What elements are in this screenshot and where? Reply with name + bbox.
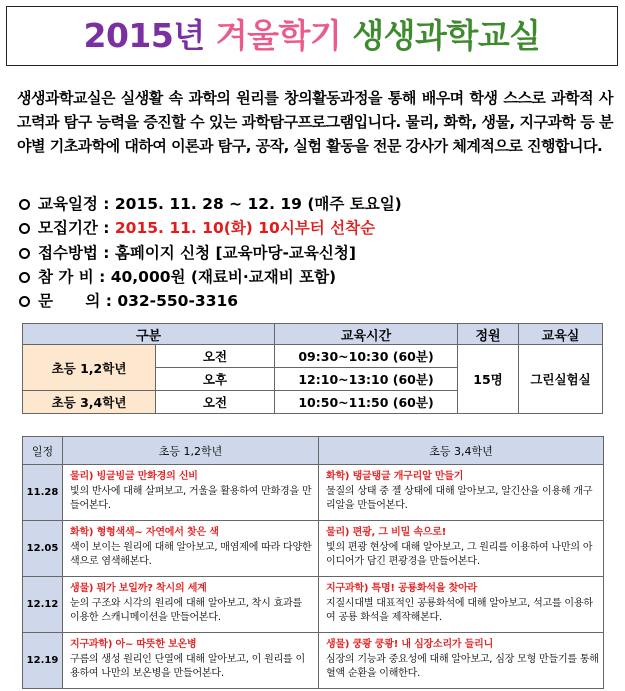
info-schedule: 교육일정 : 2015. 11. 28 ~ 12. 19 (매주 토요일) [19,192,402,216]
info-contact: 문 의 : 032-550-3316 [19,289,402,313]
intro-paragraph: 생생과학교실은 실생활 속 과학의 원리를 창의활동과정을 통해 배우며 학생 스스로 과학적 사고력과 탐구 능력을 증진할 수 있는 과학탐구프로그램입니다. 물리, 화학, 생물, 지구과학 등 분야별 기초과학에 대하여 이론과 탐구, 공작, 실험 활동을 전문 강사가 체계적으로 진행합니다. [17,89,613,155]
lesson-title: 물리) 편광, 그 비밀 속으로! [326,527,447,539]
circle-bullet-icon [19,248,30,259]
capacity: 15명 [458,345,519,414]
col-header-time: 교육시간 [275,324,458,345]
lesson-title: 물리) 빙글빙글 만화경의 신비 [70,471,198,483]
title-year: 2015년 [83,16,205,55]
info-recruit-period: 모집기간 : 2015. 11. 10(화) 10시부터 선착순 [19,216,402,240]
col-header-room: 교육실 [519,324,603,345]
lesson-desc: 빛의 반사에 대해 살펴보고, 거울을 활용하여 만화경을 만들어본다. [70,485,312,512]
col-header-date: 일정 [23,437,63,465]
lesson-cell [319,521,604,577]
lesson-desc: 빛의 편광 현상에 대해 알아보고, 그 원리를 이용하여 나만의 아이디어가 담긴 편광경을 만들어본다. [326,541,593,568]
session-date: 12.05 [23,521,63,577]
lesson-cell [63,633,319,689]
schedule-table [22,323,603,414]
table-row [23,465,604,521]
info-fee: 참 가 비 : 40,000원 (재료비·교재비 포함) [19,265,402,289]
col-header-capacity: 정원 [458,324,519,345]
session-date: 12.12 [23,577,63,633]
lesson-desc: 물질의 상태 중 젤 상태에 대해 알아보고, 알긴산을 이용해 개구리알을 만들어본다. [326,485,593,512]
time: 10:50~11:50 (60분) [275,391,458,414]
lesson-title: 생물) 뭐가 보일까? 착시의 세계 [70,583,207,595]
lesson-cell [63,465,319,521]
time: 12:10~13:10 (60분) [275,368,458,391]
circle-bullet-icon [19,296,30,307]
lesson-cell [63,577,319,633]
period: 오전 [156,345,275,368]
circle-bullet-icon [19,199,30,210]
lesson-cell [63,521,319,577]
page-title [6,6,618,66]
session-date: 11.28 [23,465,63,521]
col-header-grade-3-4: 초등 3,4학년 [319,437,604,465]
circle-bullet-icon [19,272,30,283]
lesson-cell [319,577,604,633]
room: 그린실험실 [519,345,603,414]
lesson-title: 화학) 탱글탱글 개구리알 만들기 [326,471,464,483]
info-list [19,192,402,313]
col-header-grade-1-2: 초등 1,2학년 [63,437,319,465]
lesson-cell [319,465,604,521]
period: 오후 [156,368,275,391]
grade-1-2: 초등 1,2학년 [23,345,156,391]
lesson-desc: 눈의 구조와 시각의 원리에 대해 알아보고, 착시 효과를 이용한 스캐니메이션을 만들어본다. [70,597,302,624]
lesson-title: 지구과학) 특명! 공룡화석을 찾아라 [326,583,478,595]
lesson-title: 생물) 쿵쾅 쿵쾅! 내 심장소리가 들리니 [326,639,494,651]
table-row [23,577,604,633]
info-application: 접수방법 : 홈페이지 신청 [교육마당-교육신청] [19,241,402,265]
grade-3-4: 초등 3,4학년 [23,391,156,414]
circle-bullet-icon [19,223,30,234]
lesson-desc: 지질시대별 대표적인 공룡화석에 대해 알아보고, 석고를 이용하여 공룡 화석을 제작해본다. [326,597,593,624]
time: 09:30~10:30 (60분) [275,345,458,368]
session-date: 12.19 [23,633,63,689]
lesson-title: 지구과학) 아~ 따뜻한 보온병 [70,639,197,651]
lesson-title: 화학) 형형색색~ 자연에서 찾은 색 [70,527,219,539]
curriculum-table [22,436,604,689]
col-header-category: 구분 [23,324,275,345]
lesson-desc: 구름의 생성 원리인 단열에 대해 알아보고, 이 원리를 이용하여 나만의 보온병을 만들어본다. [70,653,305,680]
table-row [23,633,604,689]
lesson-cell [319,633,604,689]
lesson-desc: 색이 보이는 원리에 대해 알아보고, 매염제에 따라 다양한 색으로 염색해본다. [70,541,312,568]
period: 오전 [156,391,275,414]
table-row [23,521,604,577]
title-season: 겨울학기 [215,16,342,55]
title-program: 생생과학교실 [352,16,541,55]
lesson-desc: 심장의 기능과 중요성에 대해 알아보고, 심장 모형 만들기를 통해 혈액 순환을 이해한다. [326,653,599,680]
